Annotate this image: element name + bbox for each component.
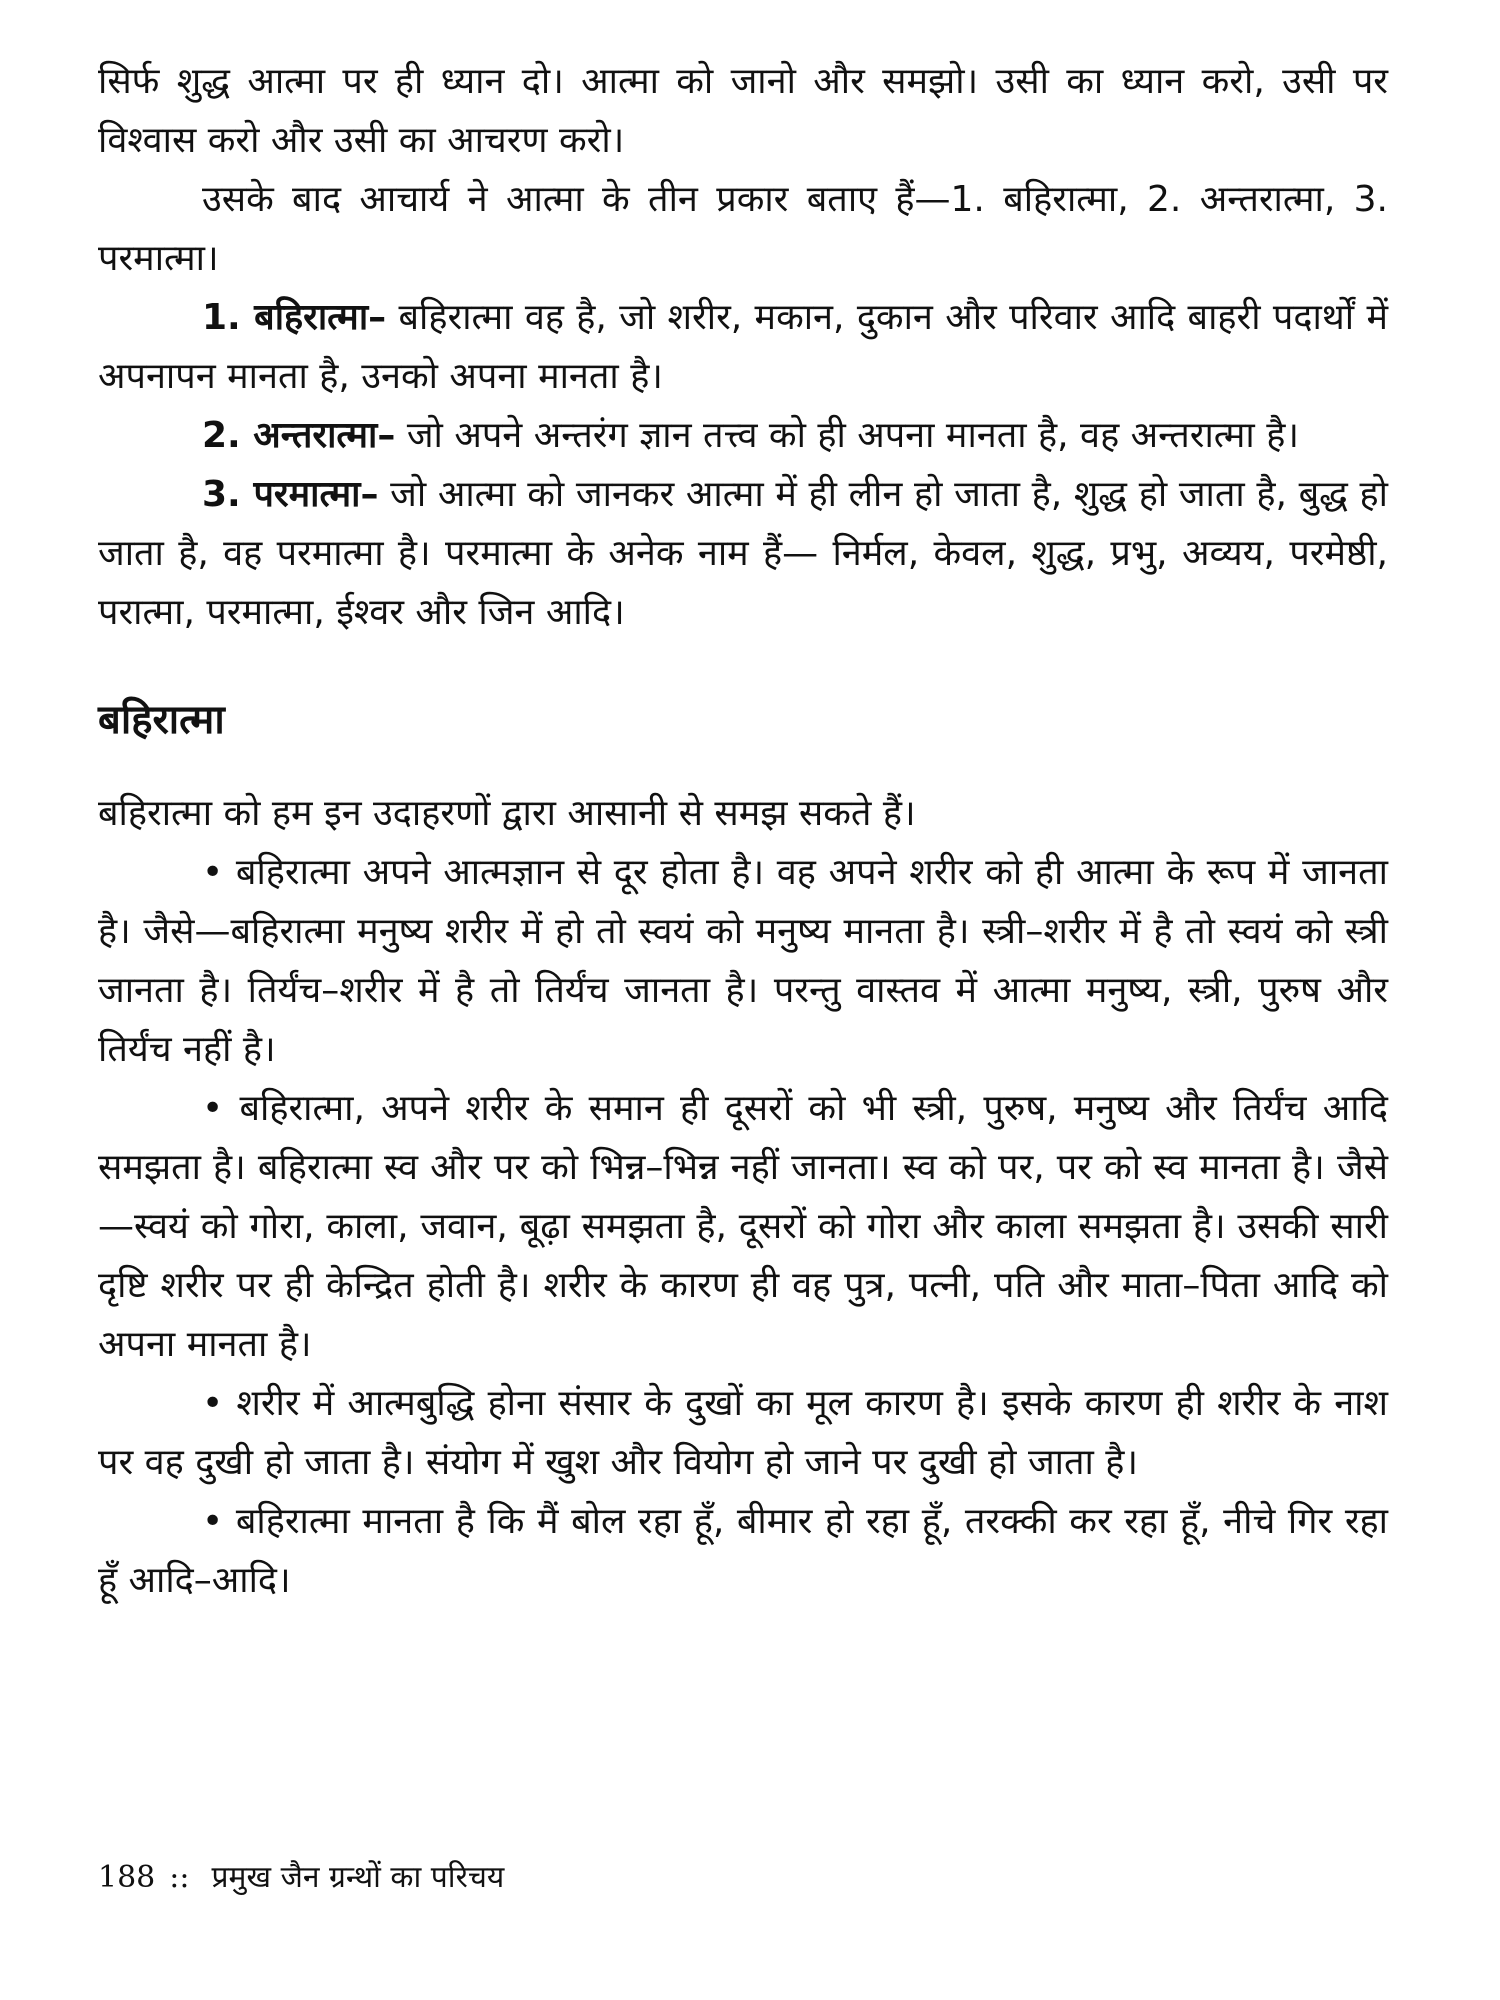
footer-separator: :: [169, 1860, 190, 1895]
bullet-paragraph: • शरीर में आत्मबुद्धि होना संसार के दुखों का मूल कारण है। इसके कारण ही शरीर के नाश पर वह दुखी हो जाता है। संयोग में खुश और वियोग हो जाने पर दुखी हो जाता है। [98, 1383, 1388, 1483]
bullet-paragraph: • बहिरात्मा मानता है कि मैं बोल रहा हूँ, बीमार हो रहा हूँ, तरक्की कर रहा हूँ, नीचे गिर रहा हूँ आदि–आदि। [98, 1501, 1388, 1601]
term-antaratma: 2. अन्तरात्मा– [202, 415, 396, 456]
section-heading: बहिरात्मा [98, 697, 225, 743]
page-body [98, 52, 1388, 1610]
definition-bahiratma [98, 288, 1388, 406]
bullet-paragraph: • बहिरात्मा, अपने शरीर के समान ही दूसरों को भी स्त्री, पुरुष, मनुष्य और तिर्यंच आदि समझता है। बहिरात्मा स्व और पर को भिन्न–भिन्न नहीं जानता। स्व को पर, पर को स्व मानता है। जैसे—स्वयं को गोरा, काला, जवान, बूढ़ा समझता है, दूसरों को गोरा और काला समझता है। उसकी सारी दृष्टि शरीर पर ही केन्द्रित होती है। शरीर के कारण ही वह पुत्र, पत्नी, पति और माता–पिता आदि को अपना मानता है। [98, 1088, 1388, 1365]
term-paramatma: 3. परमात्मा– [202, 474, 379, 515]
page-footer [98, 1858, 504, 1898]
definition-paramatma-text: जो आत्मा को जानकर आत्मा में ही लीन हो जाता है, शुद्ध हो जाता है, बुद्ध हो जाता है, वह परमात्मा है। परमात्मा के अनेक नाम हैं— निर्मल, केवल, शुद्ध, प्रभु, अव्यय, परमेष्ठी, परात्मा, परमात्मा, ईश्वर और जिन आदि। [98, 474, 1388, 633]
section-intro: बहिरात्मा को हम इन उदाहरणों द्वारा आसानी से समझ सकते हैं। [98, 793, 916, 834]
paragraph-pure-soul: सिर्फ शुद्ध आत्मा पर ही ध्यान दो। आत्मा को जानो और समझो। उसी का ध्यान करो, उसी पर विश्वास करो और उसी का आचरण करो। [98, 61, 1388, 161]
term-bahiratma: 1. बहिरात्मा– [202, 297, 387, 338]
page-number: 188 [98, 1860, 156, 1895]
definition-antaratma-text: जो अपने अन्तरंग ज्ञान तत्त्व को ही अपना मानता है, वह अन्तरात्मा है। [395, 415, 1299, 456]
definition-antaratma [98, 406, 1388, 465]
definition-paramatma [98, 465, 1388, 642]
definition-bahiratma-text: बहिरात्मा वह है, जो शरीर, मकान, दुकान और परिवार आदि बाहरी पदार्थों में अपनापन मानता है, उनको अपना मानता है। [98, 297, 1388, 397]
bullet-paragraph: • बहिरात्मा अपने आत्मज्ञान से दूर होता है। वह अपने शरीर को ही आत्मा के रूप में जानता है। जैसे—बहिरात्मा मनुष्य शरीर में हो तो स्वयं को मनुष्य मानता है। स्त्री–शरीर में है तो स्वयं को स्त्री जानता है। तिर्यंच–शरीर में है तो तिर्यंच जानता है। परन्तु वास्तव में आत्मा मनुष्य, स्त्री, पुरुष और तिर्यंच नहीं है। [98, 852, 1388, 1070]
book-title: प्रमुख जैन ग्रन्थों का परिचय [211, 1860, 505, 1895]
paragraph-three-types: उसके बाद आचार्य ने आत्मा के तीन प्रकार बताए हैं—1. बहिरात्मा, 2. अन्तरात्मा, 3. परमात्मा। [98, 179, 1388, 279]
